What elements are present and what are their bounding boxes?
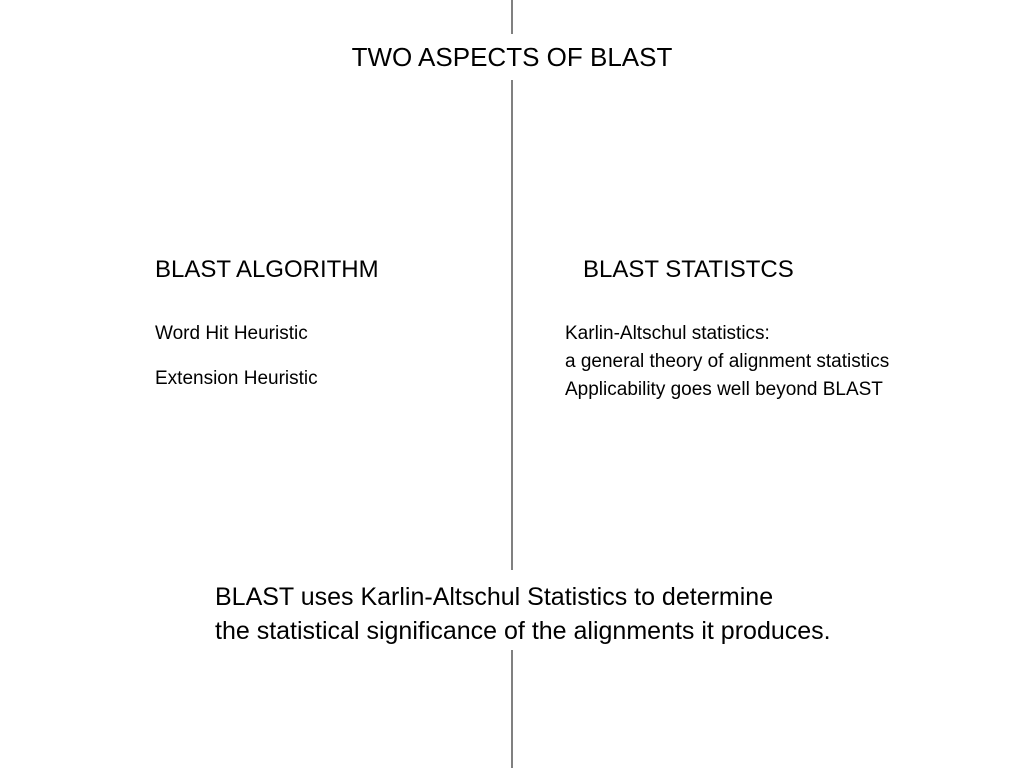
right-line-general-theory: a general theory of alignment statistics [565, 351, 890, 372]
slide-title-text: TWO ASPECTS OF BLAST [351, 42, 673, 72]
list-item-word-hit-heuristic: Word Hit Heuristic [155, 323, 308, 344]
list-item-extension-heuristic: Extension Heuristic [155, 368, 318, 389]
center-divider-top [511, 0, 513, 34]
right-column-text [565, 323, 889, 407]
left-column-list [155, 323, 318, 390]
center-divider-bottom [511, 650, 513, 768]
left-column-heading: BLAST ALGORITHM [155, 256, 379, 283]
right-column-heading: BLAST STATISTCS [583, 256, 794, 283]
right-line-applicability: Applicability goes well beyond BLAST [565, 379, 883, 400]
summary-line-2: the statistical significance of the alignments it produces. [215, 617, 831, 645]
slide-title [0, 42, 1024, 73]
summary-statement [215, 580, 831, 648]
center-divider-middle [511, 80, 513, 570]
summary-line-1: BLAST uses Karlin-Altschul Statistics to determine [215, 583, 774, 611]
right-line-karlin-altschul: Karlin-Altschul statistics: [565, 323, 770, 344]
